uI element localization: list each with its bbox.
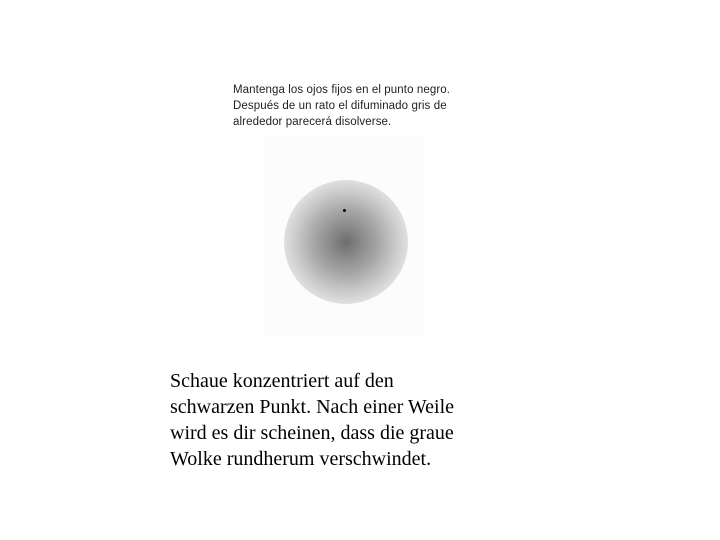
gray-blur-cloud bbox=[284, 180, 408, 304]
spanish-instruction-line: Mantenga los ojos fijos en el punto negro. bbox=[233, 84, 451, 96]
german-caption bbox=[170, 368, 590, 472]
spanish-instruction-line: alrededor parecerá disolverse. bbox=[233, 116, 392, 128]
caption-line: Wolke rundherum verschwindet. bbox=[170, 448, 432, 470]
caption-line: schwarzen Punkt. Nach einer Weile bbox=[170, 396, 455, 418]
illusion-image bbox=[228, 78, 478, 336]
black-fixation-dot bbox=[343, 209, 346, 212]
spanish-instructions bbox=[233, 82, 478, 130]
caption-line: wird es dir scheinen, dass die graue bbox=[170, 422, 454, 444]
spanish-instruction-line: Después de un rato el difuminado gris de bbox=[233, 100, 447, 112]
caption-line: Schaue konzentriert auf den bbox=[170, 370, 394, 392]
